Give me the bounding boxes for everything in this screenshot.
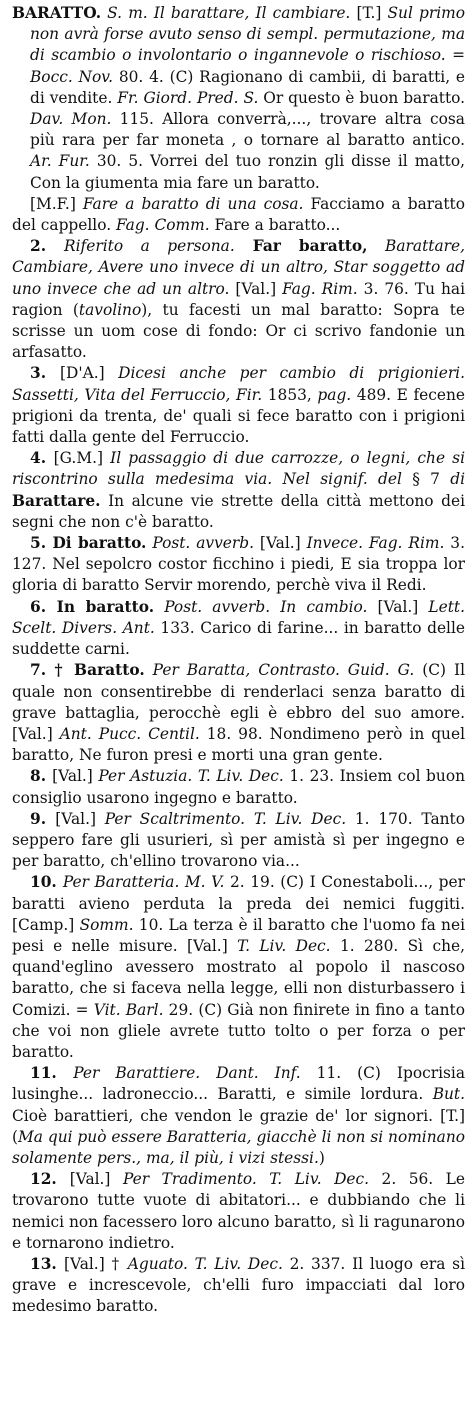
italic-text: Invece. Fag. Rim. (306, 534, 445, 553)
bold-text: 6. In baratto. (30, 597, 155, 616)
text-segment: [Val.] † (64, 1254, 128, 1273)
text-segment: [Val.] (254, 534, 307, 553)
text-segment: [G.M.] (53, 449, 111, 468)
italic-text: Per Tradimento. T. Liv. Dec. (122, 1170, 370, 1189)
text-segment: Fare a baratto... (209, 216, 341, 235)
text-segment: 10. La terza è il baratto che l'uomo fa nei pesi e nelle misure. [Val.] (12, 915, 465, 955)
text-segment: [Val.] (229, 279, 283, 298)
italic-text: Somm. (79, 915, 134, 934)
text-segment: In alcune vie strette della città mettono dei segni che non c'è baratto. (12, 491, 465, 531)
text-segment: [T.] (350, 4, 388, 22)
text-segment: [Val.] (52, 767, 99, 786)
italic-text: Dav. Mon. (30, 110, 112, 129)
sense-paragraph (12, 194, 465, 236)
sense-paragraph (12, 1063, 465, 1169)
italic-text: Il passaggio di due carrozze, o legni, che si riscontrino sulla medesima via. Nel signif. del (12, 449, 465, 489)
italic-text: tavolino (78, 300, 142, 319)
bold-text: 10. (30, 873, 63, 892)
text-segment: [M.F.] (30, 194, 83, 213)
bold-text: Barattare. (12, 491, 101, 510)
bold-text: 5. Di baratto. (30, 534, 147, 553)
text-segment: 3. 127. Nel sepolcro costor ficchino i piedi, E sia troppa lor gloria di baratto Servir morendo, perchè viva il Redi. (12, 534, 465, 595)
italic-text: Lett. Scelt. Divers. Ant. (12, 597, 465, 637)
italic-text: Post. avverb. (146, 534, 255, 553)
italic-text: Fag. Rim. (282, 279, 358, 298)
text-segment: 115. Allora converrà,..., trovare altra cosa più rara per far moneta , o tornare al baratto antico. (30, 110, 465, 150)
italic-text: S. m. Il barattare, Il cambiare. (101, 4, 351, 22)
sense-paragraph (12, 809, 465, 873)
italic-text: Per Baratta, Contrasto. Guid. G. (144, 661, 415, 680)
text-segment: 18. 98. Nondimeno però in quel baratto, Ne furon presi e morti una gran gente. (12, 724, 465, 765)
sense-paragraph (12, 363, 465, 448)
sense-paragraph (12, 236, 465, 363)
italic-text: Sul primo non avrà forse avuto senso di sempl. permutazione, ma di scambio o involontario o ingannevole o rischioso. = Bocc. Nov. (30, 4, 465, 86)
bold-text: 7. † Baratto. (30, 661, 145, 680)
text-segment: 1853, (262, 385, 318, 404)
italic-text: T. Liv. Dec. (237, 936, 331, 955)
text-segment: Facciamo a baratto del cappello. (12, 194, 465, 235)
italic-text: Post. avverb. In cambio. (154, 597, 368, 616)
bold-text: 13. (30, 1254, 64, 1273)
text-segment: [D'A.] (60, 364, 119, 383)
text-segment: 1. 23. Insiem col buon consiglio usarono ingegno e baratto. (12, 767, 466, 807)
text-segment: (C) Il quale non consentirebbe di renderlaci senza baratto di grave battaglia, perocchè egli è ebbro del suo amore. [Val.] (12, 661, 466, 743)
italic-text: Fr. Giord. Pred. S. (117, 88, 259, 107)
italic-text: Per Barattiere. Dant. Inf. (73, 1064, 301, 1083)
text-segment: 1. 280. Sì che, quand'eglino avessero mostrato al popolo il nascoso baratto, che si faceva nella legge, elli non disturbassero i Comizi. = (12, 936, 465, 1019)
text-segment: 29. (C) Già non finirete in fino a tanto che voi non gliele avrete tutto tolto o per forza o per baratto. (12, 1000, 465, 1061)
text-segment: 2. 19. (C) I Conestaboli..., per baratti avieno perduta la preda dei nemici fuggiti. [Camp.] (12, 873, 465, 934)
text-segment: 11. (C) Ipocrisia lusinghe... ladroneccio... Baratti, e simile lordura. (12, 1064, 466, 1104)
bold-text: BARATTO. (12, 4, 102, 22)
text-segment: ) (318, 1148, 325, 1167)
sense-paragraph (12, 1169, 465, 1254)
text-segment: 1. 170. Tanto seppero fare gli usurieri, sì per amistà sì per ingegno e per baratto, ch'ellino trovarono via... (12, 809, 465, 871)
text-segment: 30. 5. Vorrei del tuo ronzin gli disse il matto, Con la giumenta mia fare un baratto. (30, 152, 465, 192)
text-segment: 3. 76. Tu hai ragion ( (12, 279, 465, 319)
italic-text: Ar. Fur. (30, 152, 90, 171)
italic-text: Per Baratteria. M. V. (62, 873, 225, 892)
text-segment: [Val.] (367, 597, 429, 616)
italic-text: Per Scaltrimento. T. Liv. Dec. (104, 809, 347, 828)
text-segment: 489. E fecene prigioni da trenta, de' quali si fece baratto con i prigioni fatti dalla gente del Ferruccio. (12, 385, 465, 447)
text-segment: 80. 4. (C) Ragionano di cambii, di baratti, e di vendite. (30, 67, 466, 107)
text-segment: 2. 56. Le trovarono tutte vuote di abitatori... e dubbiando che li nemici non facessero loro alcuno baratto, sì li ragunarono e tornarono indietro. (12, 1170, 466, 1252)
italic-text: Fag. Comm. (116, 216, 210, 235)
bold-text: 12. (30, 1170, 70, 1189)
italic-text: Vit. Barl. (93, 1000, 164, 1019)
headword-entry (12, 3, 465, 194)
text-segment: 133. Carico di farine... in baratto delle suddette carni. (12, 618, 466, 659)
bold-text: 11. (30, 1064, 74, 1083)
bold-text: 9. (30, 809, 56, 828)
sense-paragraph (12, 1254, 465, 1318)
italic-text: Barattare, Cambiare, Avere uno invece di un altro, Star soggetto ad uno invece che ad un altro. (12, 237, 465, 298)
text-segment: ), tu facesti un mal baratto: Sopra te scrisse un uom cose di fondo: Or ci scrivo fandonie un arfasatto. (12, 300, 465, 362)
italic-text: Fare a baratto di una cosa. (82, 194, 304, 213)
sense-paragraph (12, 597, 465, 661)
text-segment: § 7 (401, 470, 451, 489)
italic-text: Riferito a persona. (64, 237, 235, 256)
italic-text: Ant. Pucc. Centil. (59, 724, 200, 743)
bold-text: 4. (30, 449, 54, 468)
text-segment: Or questo è buon baratto. (258, 88, 466, 107)
italic-text: But. (432, 1085, 465, 1104)
bold-text: 8. (30, 767, 53, 786)
sense-paragraph (12, 533, 465, 597)
sense-paragraph (12, 448, 465, 533)
bold-text: Far baratto, (234, 237, 368, 256)
text-segment: [Val.] (69, 1170, 123, 1189)
italic-text: Ma qui può essere Baratteria, giacchè li non si nominano solamente pers., ma, il più, i vizi stessi. (12, 1127, 465, 1167)
bold-text: 3. (30, 364, 61, 383)
bold-text: 2. (30, 237, 65, 256)
sense-paragraph (12, 766, 465, 808)
italic-text: Per Astuzia. T. Liv. Dec. (98, 767, 284, 786)
sense-paragraph (12, 872, 465, 1063)
text-segment: [Val.] (55, 809, 105, 828)
italic-text: di (450, 470, 465, 489)
italic-text: pag. (317, 385, 352, 404)
italic-text: Aguato. T. Liv. Dec. (127, 1254, 283, 1273)
text-segment: 2. 337. Il luogo era sì grave e increscevole, ch'elli furo impacciati dal loro medesimo baratto. (12, 1254, 465, 1316)
italic-text: Dicesi anche per cambio di prigionieri. Sassetti, Vita del Ferruccio, Fir. (12, 364, 465, 404)
sense-paragraph (12, 660, 465, 766)
text-segment: Cioè barattieri, che vendon le grazie de' lor signori. [T.] ( (12, 1106, 465, 1146)
